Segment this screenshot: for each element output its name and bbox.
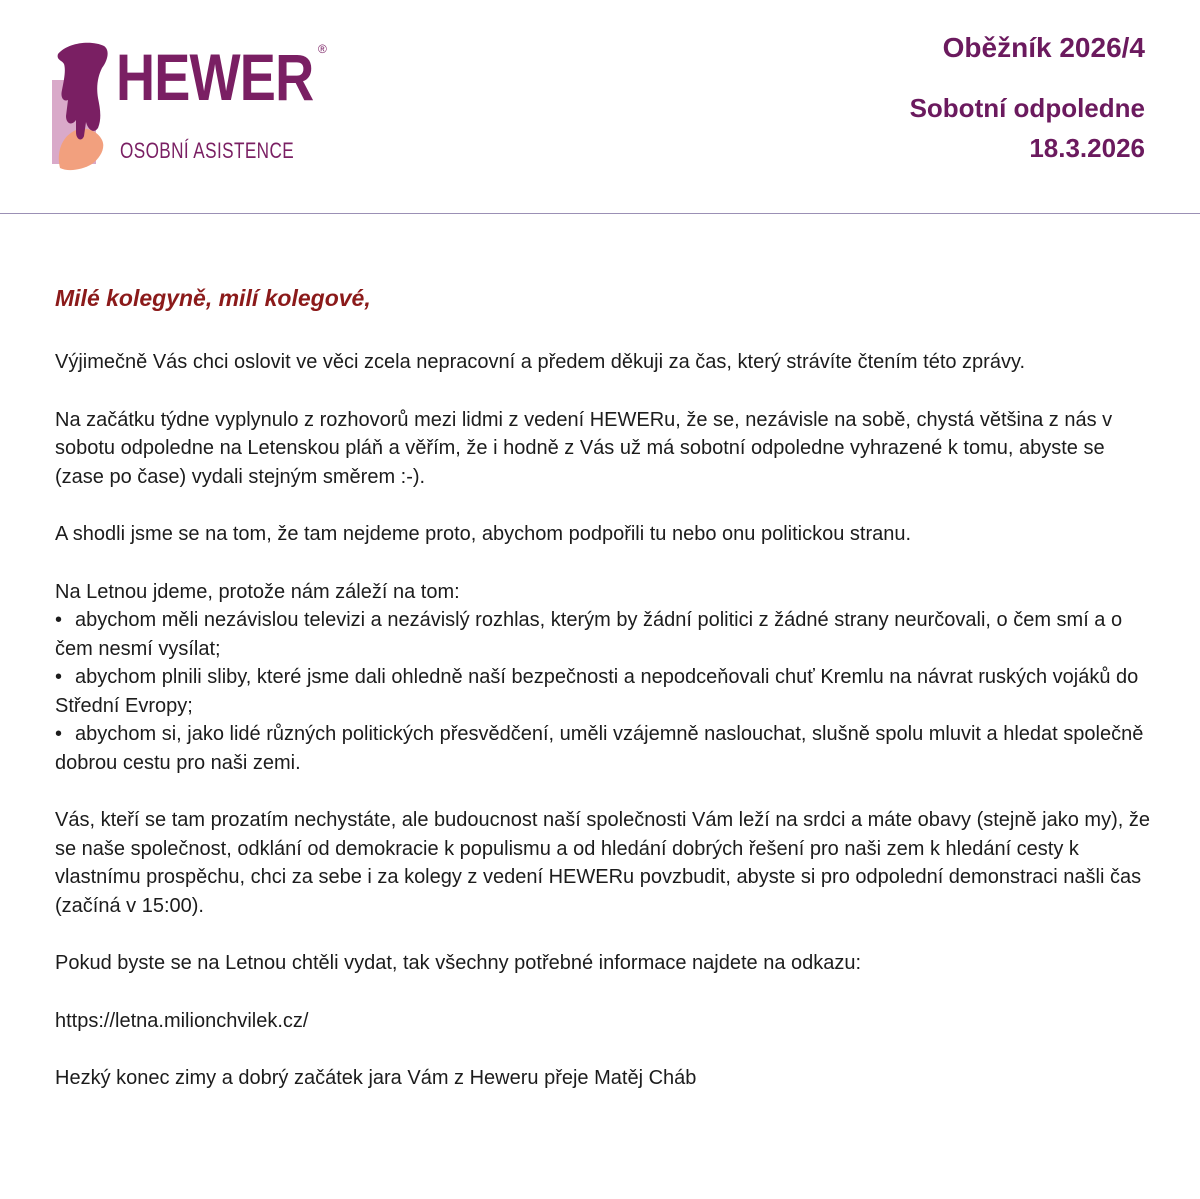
list-item-text: abychom plnili sliby, které jsme dali ohledně naší bezpečnosti a nepodceňovali chuť Kremlu na návrat ruských vojáků do Střední Evropy; bbox=[55, 666, 1139, 717]
event-link[interactable]: https://letna.milionchvilek.cz/ bbox=[55, 1009, 309, 1032]
paragraph-info: Pokud byste se na Letnou chtěli vydat, tak všechny potřebné informace najdete na odkazu: bbox=[55, 952, 862, 974]
registered-mark: ® bbox=[318, 42, 327, 56]
list-item bbox=[55, 720, 1155, 777]
hewer-logo bbox=[52, 40, 327, 175]
paragraph-nonpartisan: A shodli jsme se na tom, že tam nejdeme proto, abychom podpořili tu nebo onu politickou stranu. bbox=[55, 523, 912, 545]
letterhead bbox=[0, 0, 1200, 214]
reasons-list bbox=[55, 606, 1155, 777]
list-item bbox=[55, 606, 1155, 663]
header-divider bbox=[0, 213, 1200, 214]
list-item-text: abychom měli nezávislou televizi a nezávislý rozhlas, kterým by žádní politici z žádné strany neurčovali, o čem smí a o čem nesmí vysílat; bbox=[55, 609, 1123, 660]
reasons-intro: Na Letnou jdeme, protože nám záleží na tom: bbox=[55, 580, 460, 603]
reasons-section bbox=[55, 578, 1155, 778]
bullet-icon: • bbox=[55, 723, 63, 745]
event-date: 18.3.2026 bbox=[1029, 133, 1145, 163]
greeting: Milé kolegyně, milí kolegové, bbox=[55, 285, 371, 311]
newsletter-meta bbox=[910, 30, 1145, 168]
logo-subtitle: OSOBNÍ ASISTENCE bbox=[120, 138, 295, 163]
closing-signature: Hezký konec zimy a dobrý začátek jara Vám z Heweru přeje Matěj Cháb bbox=[55, 1067, 697, 1089]
paragraph-appeal: Vás, kteří se tam prozatím nechystáte, ale budoucnost naší společnosti Vám leží na srdci a máte obavy (stejně jako my), že se naše společnost, odklání od demokracie k populismu a od hledání dobrých řešení pro naši zem k hledání cesty k vlastnímu prospěchu, chci za sebe i za kolegy z vedení HEWERu povzbudit, abyste si pro odpolední demonstraci našli čas (začíná v 15:00). bbox=[55, 809, 1150, 917]
event-name: Sobotní odpoledne bbox=[909, 93, 1145, 123]
list-item-text: abychom si, jako lidé různých politických přesvědčení, uměli vzájemně naslouchat, slušně spolu mluvit a hledat společně dobrou cestu pro naši zemi. bbox=[55, 723, 1144, 774]
bullet-icon: • bbox=[55, 666, 63, 688]
list-item bbox=[55, 663, 1155, 720]
logo-wordmark: HEWER bbox=[116, 40, 314, 114]
letter-body bbox=[55, 282, 1155, 1122]
paragraph-intro: Výjimečně Vás chci oslovit ve věci zcela nepracovní a předem děkuji za čas, který strávíte čtením této zprávy. bbox=[55, 351, 1026, 373]
paragraph-context: Na začátku týdne vyplynulo z rozhovorů mezi lidmi z vedení HEWERu, že se, nezávisle na sobě, chystá většina z nás v sobotu odpoledne na Letenskou pláň a věřím, že i hodně z Vás už má sobotní odpoledne vyhrazené k tomu, abyste se (zase po čase) vydali stejným směrem :-). bbox=[55, 408, 1113, 488]
event-info bbox=[910, 88, 1145, 168]
bullet-icon: • bbox=[55, 609, 63, 631]
issue-title: Oběžník 2026/4 bbox=[942, 32, 1145, 63]
